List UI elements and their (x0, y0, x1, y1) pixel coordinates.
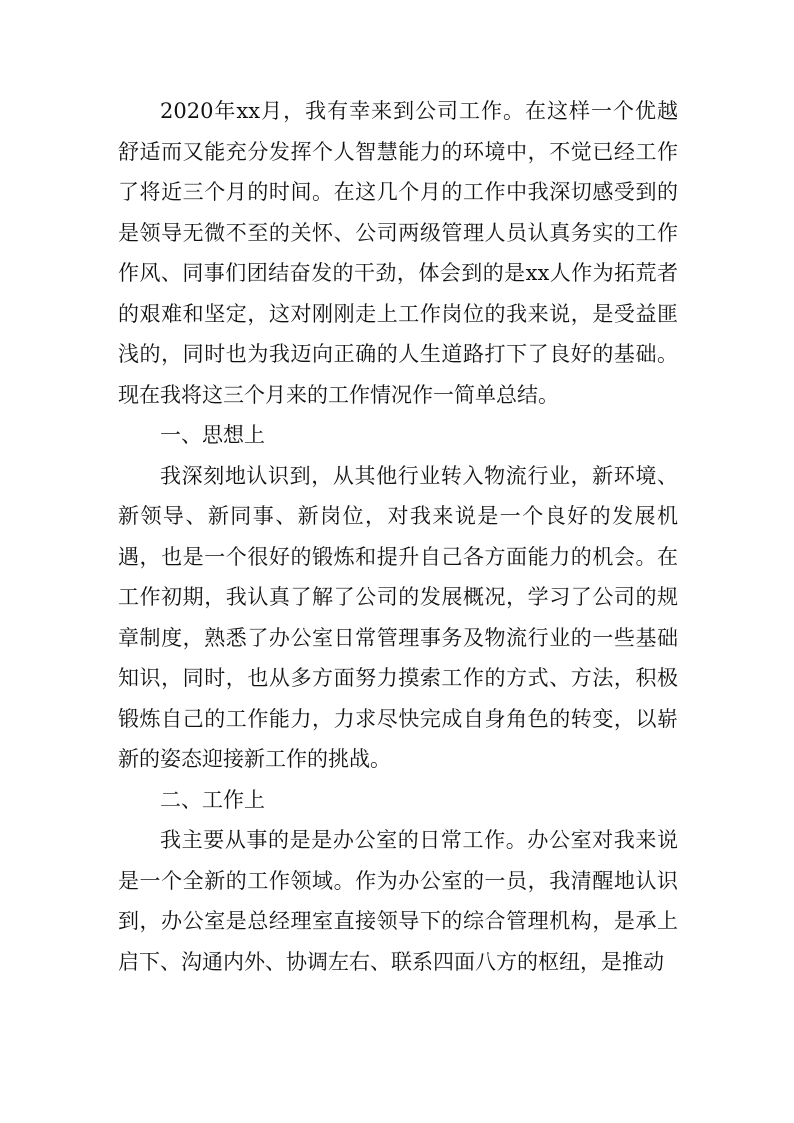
heading-work: 二、工作上 (160, 787, 265, 812)
document-body (118, 91, 678, 982)
paragraph-thinking: 我深刻地认识到，从其他行业转入物流行业，新环境、新领导、新同事、新岗位，对我来说是一个良好的发展机遇，也是一个很好的锻炼和提升自己各方面能力的机会。在工作初期，我认真了解了公司的发展概况，学习了公司的规章制度，熟悉了办公室日常管理事务及物流行业的一些基础知识，同时，也从多方面努力摸索工作的方式、方法，积极锻炼自己的工作能力，力求尽快完成自身角色的转变，以崭新的姿态迎接新工作的挑战。 (118, 463, 678, 771)
paragraph-intro: 2020年xx月，我有幸来到公司工作。在这样一个优越舒适而又能充分发挥个人智慧能力的环境中，不觉已经工作了将近三个月的时间。在这几个月的工作中我深切感受到的是领导无微不至的关怀、公司两级管理人员认真务实的工作作风、同事们团结奋发的干劲，体会到的是xx人作为拓荒者的艰难和坚定，这对刚刚走上工作岗位的我来说，是受益匪浅的，同时也为我迈向正确的人生道路打下了良好的基础。现在我将这三个月来的工作情况作一简单总结。 (118, 99, 678, 407)
paragraph-work: 我主要从事的是是办公室的日常工作。办公室对我来说是一个全新的工作领域。作为办公室的一员，我清醒地认识到，办公室是总经理室直接领导下的综合管理机构，是承上启下、沟通内外、协调左右、联系四面八方的枢纽，是推动 (118, 828, 678, 974)
heading-thinking: 一、思想上 (160, 423, 265, 447)
